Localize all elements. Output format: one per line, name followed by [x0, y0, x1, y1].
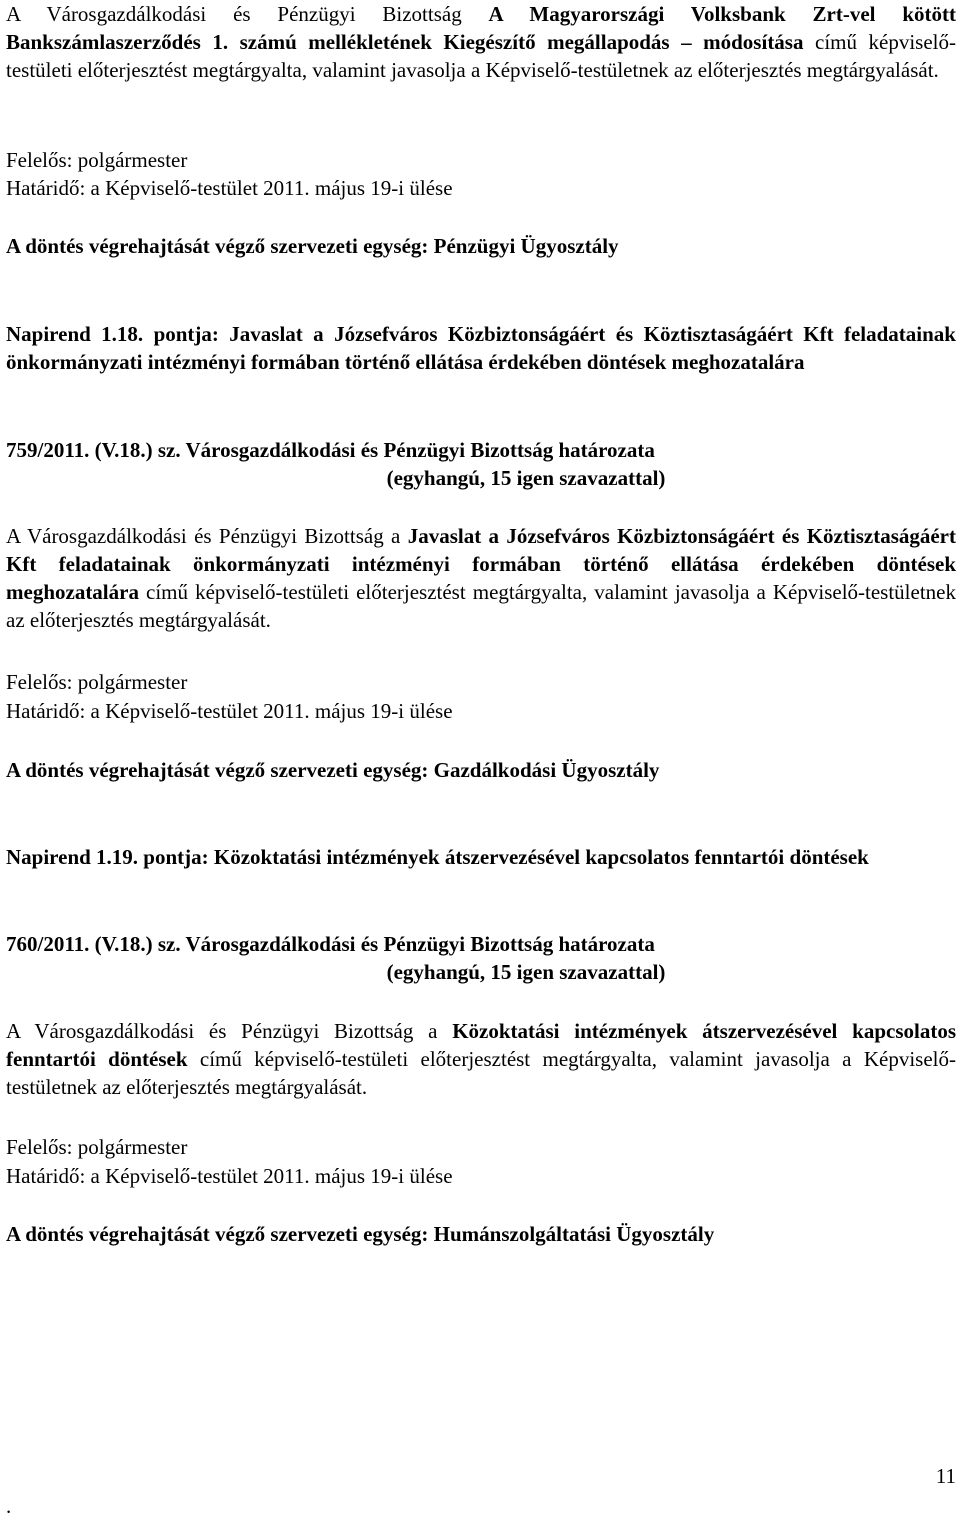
page-number: 11	[935, 1464, 956, 1488]
hatarozat-759: 759/2011. (V.18.) sz. Városgazdálkodási és Pénzügyi Bizottság határozata	[6, 438, 655, 462]
szavazat-760: (egyhangú, 15 igen szavazattal)	[386, 960, 666, 984]
body-759-bold: Javaslat a Józsefváros Közbiztonságáért és Köztisztaságáért Kft feladatainak önkormányzati intézményi formában történő ellátása érdekében döntések meghozatalára	[6, 524, 956, 604]
egyseg-759: A döntés végrehajtását végző szervezeti egység: Gazdálkodási Ügyosztály	[6, 758, 660, 782]
body-760	[6, 1017, 956, 1101]
body-760-c: című képviselő-testületi előterjesztést megtárgyalta, valamint javasolja a Képviselő-testületnek az előterjesztés megtárgyalását.	[6, 1047, 956, 1099]
napirend-1-18: Napirend 1.18. pontja: Javaslat a Józsefváros Közbiztonságáért és Köztisztaságáért Kft feladatainak önkormányzati intézményi formában történő ellátása érdekében döntések meghozatalára	[6, 322, 956, 374]
intro-paragraph	[6, 0, 956, 84]
intro-text-bold: A Magyarországi Volksbank Zrt-vel kötött Bankszámlaszerződés 1. számú mellékletének Kiegészítő megállapodás – módosítása	[6, 2, 956, 54]
footer-dot: .	[6, 1494, 12, 1518]
felelos-759: Felelős: polgármester	[6, 670, 188, 694]
body-759	[6, 522, 956, 634]
body-759-c: című képviselő-testületi előterjesztést megtárgyalta, valamint javasolja a Képviselő-testületnek az előterjesztés megtárgyalását.	[6, 580, 956, 632]
egyseg-line: A döntés végrehajtását végző szervezeti egység: Pénzügyi Ügyosztály	[6, 234, 619, 258]
napirend-1-19: Napirend 1.19. pontja: Közoktatási intézmények átszervezésével kapcsolatos fenntartói döntések	[6, 845, 869, 869]
hatarido-760: Határidő: a Képviselő-testület 2011. május 19-i ülése	[6, 1164, 453, 1188]
hatarido-line: Határidő: a Képviselő-testület 2011. május 19-i ülése	[6, 176, 453, 200]
felelos-line: Felelős: polgármester	[6, 148, 188, 172]
intro-text-c: című képviselő-testületi előterjesztést megtárgyalta, valamint javasolja a Képviselő-testületnek az előterjesztés megtárgyalását.	[6, 30, 956, 82]
body-760-a: A Városgazdálkodási és Pénzügyi Bizottság a	[6, 1019, 453, 1043]
felelos-760: Felelős: polgármester	[6, 1135, 188, 1159]
hatarido-759: Határidő: a Képviselő-testület 2011. május 19-i ülése	[6, 699, 453, 723]
intro-text-a: A Városgazdálkodási és Pénzügyi Bizottság	[6, 2, 489, 26]
hatarozat-760: 760/2011. (V.18.) sz. Városgazdálkodási és Pénzügyi Bizottság határozata	[6, 932, 655, 956]
szavazat-759: (egyhangú, 15 igen szavazattal)	[386, 466, 666, 490]
body-760-bold: Közoktatási intézmények átszervezésével kapcsolatos fenntartói döntések	[6, 1019, 956, 1071]
body-759-a: A Városgazdálkodási és Pénzügyi Bizottság a	[6, 524, 408, 548]
egyseg-760: A döntés végrehajtását végző szervezeti egység: Humánszolgáltatási Ügyosztály	[6, 1222, 715, 1246]
